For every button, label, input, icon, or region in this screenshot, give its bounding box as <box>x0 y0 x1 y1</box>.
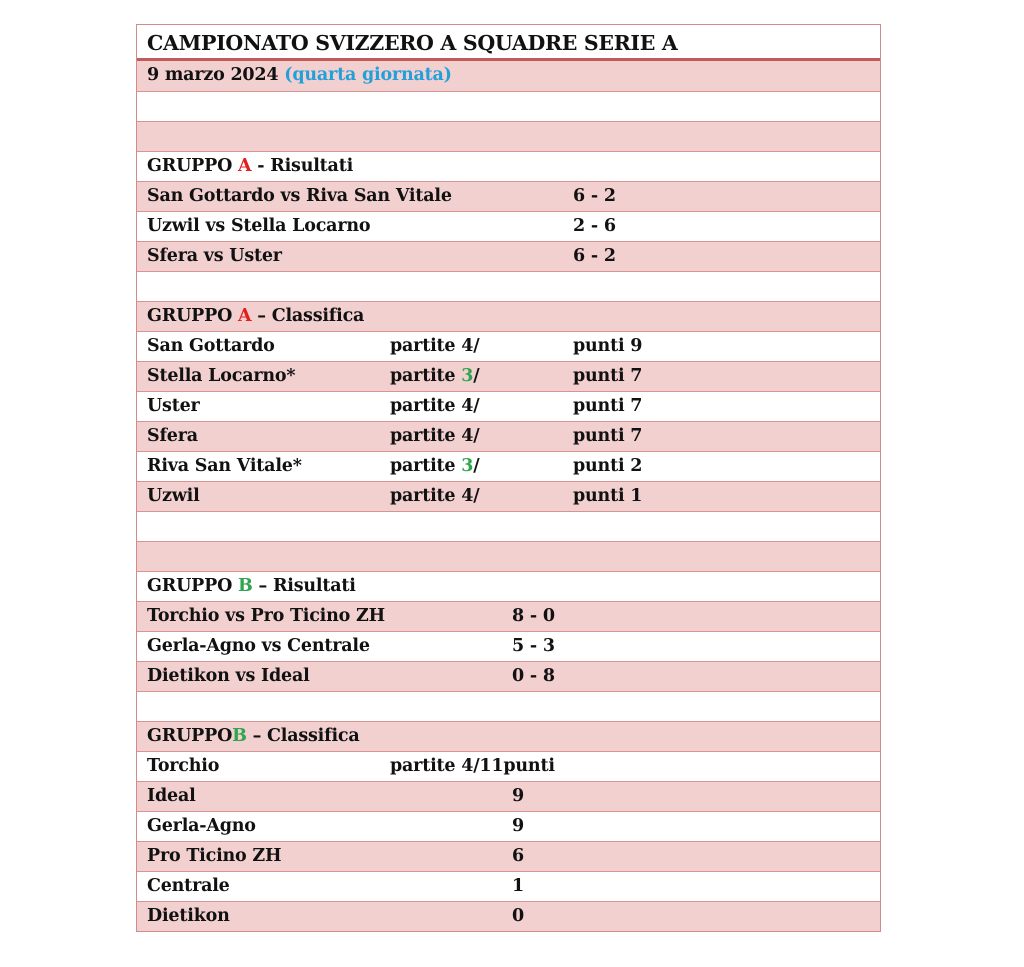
date-line <box>147 61 452 89</box>
score: 8 - 0 <box>512 606 555 626</box>
table-row <box>137 481 880 511</box>
blank-row <box>137 511 880 541</box>
heading-suffix: – Classifica <box>251 306 365 326</box>
score: 5 - 3 <box>512 636 555 656</box>
table-row <box>137 211 880 241</box>
table-row <box>137 811 880 841</box>
group-letter: A <box>238 156 252 176</box>
table-row <box>137 241 880 271</box>
games-count: 4 <box>461 336 474 356</box>
games-label: partite <box>390 426 462 446</box>
points: 6 <box>512 846 524 866</box>
table-row <box>137 661 880 691</box>
score: 2 - 6 <box>573 216 616 236</box>
games-slash: / <box>473 336 480 356</box>
games-slash: / <box>473 426 480 446</box>
heading-prefix: GRUPPO <box>147 156 239 176</box>
blank-row <box>137 691 880 721</box>
match: Torchio vs Pro Ticino ZH <box>147 606 385 626</box>
points: punti 2 <box>573 456 643 476</box>
points: punti 7 <box>573 426 643 446</box>
games-count: 4 <box>461 396 474 416</box>
heading-suffix: – Classifica <box>246 726 360 746</box>
points: 0 <box>512 906 524 926</box>
blank-row <box>137 271 880 301</box>
group-a-standings-header <box>137 301 880 331</box>
games-label: partite <box>390 366 462 386</box>
section-heading <box>147 722 360 750</box>
table-row <box>137 631 880 661</box>
date-row <box>137 61 880 91</box>
team: Centrale <box>147 876 230 896</box>
team: Ideal <box>147 786 196 806</box>
games-label: partite <box>390 456 462 476</box>
round-label: (quarta giornata) <box>284 65 452 85</box>
team: San Gottardo <box>147 336 275 356</box>
heading-prefix: GRUPPO <box>147 726 233 746</box>
heading-suffix: - Risultati <box>251 156 354 176</box>
table-row <box>137 601 880 631</box>
heading-suffix: – Risultati <box>252 576 356 596</box>
page-title: CAMPIONATO SVIZZERO A SQUADRE SERIE A <box>147 31 678 55</box>
blank-row <box>137 121 880 151</box>
games-slash: / <box>473 456 480 476</box>
team: Gerla-Agno <box>147 816 256 836</box>
table-row <box>137 451 880 481</box>
games <box>390 422 479 450</box>
match: Dietikon vs Ideal <box>147 666 310 686</box>
group-a-results-header <box>137 151 880 181</box>
team: Torchio <box>147 756 220 776</box>
table-row <box>137 871 880 901</box>
table-row <box>137 901 880 931</box>
table-row <box>137 841 880 871</box>
games-points: partite 4/11punti <box>390 756 555 776</box>
score: 0 - 8 <box>512 666 555 686</box>
section-heading <box>147 152 353 180</box>
games <box>390 362 479 390</box>
heading-prefix: GRUPPO <box>147 306 239 326</box>
standings-table <box>136 24 881 932</box>
group-letter: B <box>232 726 247 746</box>
team: Riva San Vitale* <box>147 456 302 476</box>
blank-row <box>137 541 880 571</box>
match: San Gottardo vs Riva San Vitale <box>147 186 452 206</box>
team: Dietikon <box>147 906 230 926</box>
group-letter: B <box>238 576 253 596</box>
section-heading <box>147 572 356 600</box>
table-row <box>137 331 880 361</box>
games-slash: / <box>473 486 480 506</box>
date-text: 9 marzo 2024 <box>147 65 279 85</box>
table-row <box>137 421 880 451</box>
group-b-results-header <box>137 571 880 601</box>
points: punti 9 <box>573 336 643 356</box>
match: Sfera vs Uster <box>147 246 282 266</box>
table-row <box>137 751 880 781</box>
score: 6 - 2 <box>573 246 616 266</box>
points: punti 7 <box>573 366 643 386</box>
team: Stella Locarno* <box>147 366 296 386</box>
table-row <box>137 181 880 211</box>
games-count: 3 <box>461 456 474 476</box>
score: 6 - 2 <box>573 186 616 206</box>
team: Uster <box>147 396 200 416</box>
games-label: partite <box>390 336 462 356</box>
points: 1 <box>512 876 524 896</box>
games-slash: / <box>473 396 480 416</box>
match: Uzwil vs Stella Locarno <box>147 216 371 236</box>
games-count: 4 <box>461 426 474 446</box>
games-label: partite <box>390 486 462 506</box>
title-row <box>137 25 880 61</box>
games-label: partite <box>390 396 462 416</box>
blank-row <box>137 91 880 121</box>
table-row <box>137 391 880 421</box>
table-row <box>137 361 880 391</box>
heading-prefix: GRUPPO <box>147 576 239 596</box>
games-count: 3 <box>461 366 474 386</box>
team: Uzwil <box>147 486 200 506</box>
games <box>390 452 479 480</box>
games-slash: / <box>473 366 480 386</box>
match: Gerla-Agno vs Centrale <box>147 636 370 656</box>
games <box>390 392 479 420</box>
games <box>390 332 479 360</box>
games <box>390 482 479 510</box>
games-count: 4 <box>461 486 474 506</box>
table-row <box>137 781 880 811</box>
group-b-standings-header <box>137 721 880 751</box>
points: punti 1 <box>573 486 643 506</box>
section-heading <box>147 302 364 330</box>
points: 9 <box>512 816 524 836</box>
team: Pro Ticino ZH <box>147 846 282 866</box>
points: punti 7 <box>573 396 643 416</box>
points: 9 <box>512 786 524 806</box>
team: Sfera <box>147 426 198 446</box>
group-letter: A <box>238 306 252 326</box>
